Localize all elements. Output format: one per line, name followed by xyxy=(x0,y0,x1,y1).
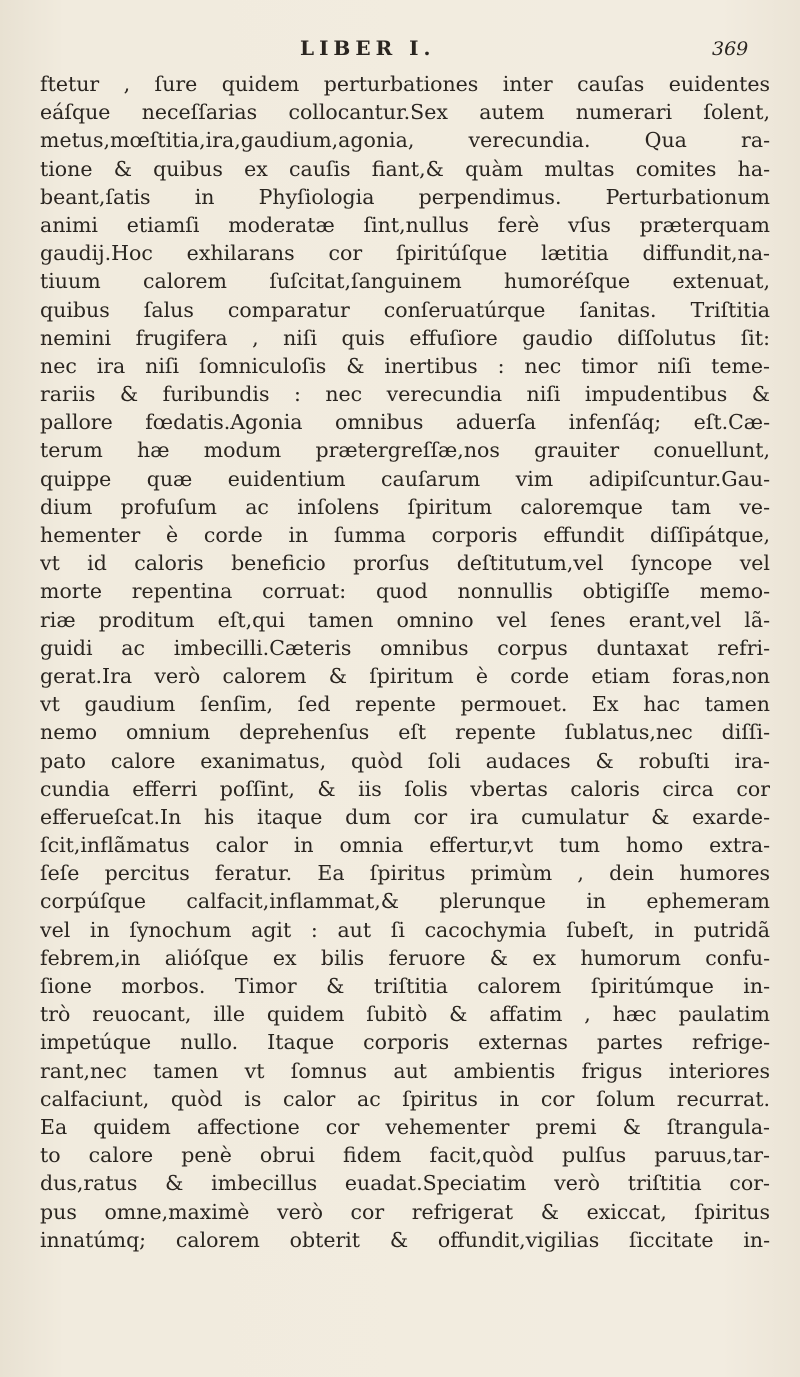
text-line: metus,mœſtitia,ira,gaudium,agonia, verecundia. Qua ra- xyxy=(40,128,770,153)
text-line: rant,nec tamen vt ſomnus aut ambientis frigus interiores xyxy=(40,1058,770,1083)
text-line: ſione morbos. Timor & triſtitia calorem ſpiritúmque in- xyxy=(40,974,770,998)
text-line: to calore penè obrui fidem facit,quòd pulſus paruus,tar- xyxy=(40,1143,770,1168)
text-line: ftetur , ſure quidem perturbationes inter cauſas euidentes xyxy=(40,72,770,96)
text-line: animi etiamſi moderatæ ſint,nullus ferè vſus præterquam xyxy=(40,212,770,237)
text-line: impetúque nullo. Itaque corporis externas partes refrige- xyxy=(40,1030,770,1055)
text-line: febrem,in aliόſque ex bilis feruore & ex humorum confu- xyxy=(40,945,770,970)
text-line: morte repentina corruat: quod nonnullis obtigiſſe memo- xyxy=(40,579,770,604)
text-line: pato calore exanimatus, quòd ſoli audaces & robuſti ira- xyxy=(40,748,770,773)
text-line: gaudij.Hoc exhilarans cor ſpiritúſque lætitia diffundit,na- xyxy=(40,241,770,266)
text-line: hementer è corde in ſumma corporis effundit diſſipátque, xyxy=(40,523,770,547)
text-line: nemo omnium deprehenſus eſt repente ſublatus,nec diſſi- xyxy=(40,720,770,745)
text-line: quibus ſalus comparatur conſeruatúrque ſanitas. Triſtitia xyxy=(40,297,770,322)
text-line: nemini frugifera , niſi quis effuſiore gaudio diſſolutus ſit: xyxy=(40,325,770,350)
running-head xyxy=(0,36,800,66)
text-line: innatúmq; calorem obterit & offundit,vigilias ſiccitate in- xyxy=(40,1227,770,1252)
text-line: efferueſcat.In his itaque dum cor ira cumulatur & exarde- xyxy=(40,804,770,829)
text-line: calfaciunt, quòd is calor ac ſpiritus in cor ſolum recurrat. xyxy=(40,1086,770,1111)
text-line: tione & quibus ex cauſis fiant,& quàm multas comites ha- xyxy=(40,156,770,181)
text-line: dium profuſum ac inſolens ſpiritum caloremque tam ve- xyxy=(40,494,770,519)
text-line: terum hæ modum prætergreſſæ,nos grauiter conuellunt, xyxy=(40,438,770,463)
text-line: dus,ratus & imbecillus euadat.Speciatim verò triſtitia cor- xyxy=(40,1171,770,1196)
text-line: corpúſque calfacit,inflammat,& plerunque in ephemeram xyxy=(40,889,770,914)
text-line: riæ proditum eſt,qui tamen omnino vel ſenes erant,vel lã- xyxy=(40,607,770,632)
running-title: LIBER I. xyxy=(300,36,436,60)
text-line: vel in ſynochum agit : aut ſi cacochymia ſubeſt, in putridã xyxy=(40,917,770,942)
text-line: pus omne,maximè verò cor refrigerat & exiccat, ſpiritus xyxy=(40,1199,770,1224)
text-line: vt gaudium ſenſim, ſed repente permouet. Ex hac tamen xyxy=(40,692,770,717)
text-line: ſeſe percitus feratur. Ea ſpiritus primùm , dein humores xyxy=(40,861,770,886)
text-line: trò reuocant, ille quidem ſubitò & affatim , hæc paulatim xyxy=(40,1002,770,1027)
text-line: cundia efferri poſſint, & iis ſolis vbertas caloris circa cor xyxy=(40,776,770,801)
text-line: nec ira niſi ſomniculoſis & inertibus : nec timor niſi teme- xyxy=(40,353,770,378)
text-line: gerat.Ira verò calorem & ſpiritum è corde etiam foras,non xyxy=(40,663,770,688)
text-line: quippe quæ euidentium cauſarum vim adipiſcuntur.Gau- xyxy=(40,466,770,491)
page-number: 369 xyxy=(712,38,749,60)
text-line: tiuum calorem ſuſcitat,ſanguinem humoréſque extenuat, xyxy=(40,269,770,294)
text-line: pallore fœdatis.Agonia omnibus aduerſa infenſáq; eſt.Cæ- xyxy=(40,410,770,435)
text-line: eáſque neceſſarias collocantur.Sex autem numerari ſolent, xyxy=(40,100,770,125)
text-line: beant,ſatis in Phyſiologia perpendimus. Perturbationum xyxy=(40,184,770,209)
text-line: ſcit,inflãmatus calor in omnia effertur,vt tum homo extra- xyxy=(40,833,770,858)
text-line: vt id caloris beneficio prorſus deſtitutum,vel ſyncope vel xyxy=(40,551,770,576)
body-text xyxy=(40,70,770,1254)
text-line: guidi ac imbecilli.Cæteris omnibus corpus duntaxat refri- xyxy=(40,635,770,660)
text-line: rariis & furibundis : nec verecundia niſi impudentibus & xyxy=(40,382,770,407)
text-line: Ea quidem affectione cor vehementer premi & ſtrangula- xyxy=(40,1114,770,1139)
